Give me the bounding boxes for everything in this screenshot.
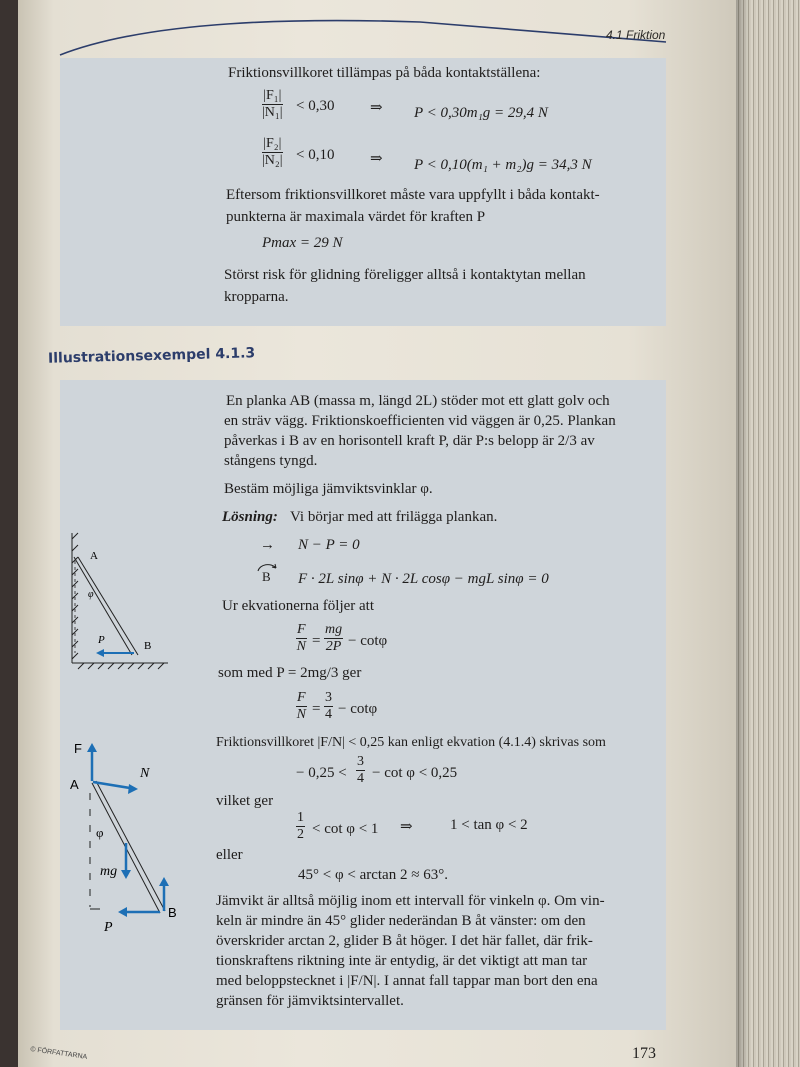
para2-line1: Störst risk för glidning föreligger alltså i kontaktytan mellan bbox=[224, 267, 586, 283]
som-text: som med P = 2mg/3 ger bbox=[218, 665, 362, 681]
task-text: Bestäm möjliga jämviktsvinklar φ. bbox=[224, 481, 433, 497]
solution-label: Lösning: bbox=[222, 509, 278, 525]
label-phi: φ bbox=[96, 825, 104, 840]
f2-equals: = bbox=[312, 701, 321, 717]
weight-mg-arrow bbox=[121, 843, 131, 879]
label-b: B bbox=[144, 640, 152, 652]
conclusion-line1: Jämvikt är alltså möjlig inom ett intervall för vinkeln φ. Om vin- bbox=[216, 893, 605, 909]
wall-hatching bbox=[72, 533, 168, 669]
angle-range: 45° < φ < arctan 2 ≈ 63°. bbox=[298, 867, 448, 883]
problem-line2: en sträv vägg. Friktionskoefficienten vid väggen är 0,25. Plankan bbox=[224, 413, 616, 429]
tan-range: 1 < tan φ < 2 bbox=[450, 817, 528, 833]
para1-line1: Eftersom friktionsvillkoret måste vara uppfyllt i båda kontakt- bbox=[226, 187, 600, 203]
conclusion-line6: gränsen för jämviktsintervallet. bbox=[216, 993, 404, 1009]
equation-b: F · 2L sinφ + N · 2L cosφ − mgL sinφ = 0 bbox=[298, 571, 549, 587]
ur-text: Ur ekvationerna följer att bbox=[222, 598, 375, 614]
eq1-fraction: $\frac{\text{|F₁|}}{\text{|N₁|}}$ bbox=[262, 88, 283, 120]
conclusion-line3: överskrider arctan 2, glider B åt höger. I det här fallet, där frik- bbox=[216, 933, 593, 949]
conclusion-line4: tionskraftens riktning inte är entydig, är det viktigt att man tar bbox=[216, 953, 588, 969]
eller-text: eller bbox=[216, 847, 243, 863]
half-ineq: < cot φ < 1 bbox=[312, 821, 379, 837]
para2-line2: kropparna. bbox=[224, 289, 289, 305]
plank-body bbox=[92, 781, 165, 913]
label-n: N bbox=[140, 766, 150, 781]
vilket-text: vilket ger bbox=[216, 793, 274, 809]
ineq-fraction: $\frac{3}{4}$ bbox=[357, 754, 364, 786]
half-fraction: $\frac{1}{2}$ bbox=[297, 810, 304, 842]
force-p-arrow bbox=[118, 907, 160, 917]
eq1-result: P < 0,30m₁g = 29,4 N bbox=[414, 105, 548, 121]
ineq-right: − cot φ < 0,25 bbox=[372, 765, 458, 781]
problem-line1: En planka AB (massa m, längd 2L) stöder mot ett glatt golv och bbox=[226, 393, 610, 409]
eq2-arrow: ⇒ bbox=[370, 151, 383, 167]
label-p: P bbox=[104, 920, 113, 935]
label-a: A bbox=[70, 777, 79, 792]
eq1-arrow: ⇒ bbox=[370, 100, 383, 116]
equation-a-symbol: → bbox=[260, 537, 275, 553]
problem-line4: stångens tyngd. bbox=[224, 453, 318, 469]
eq1-relation: < 0,30 bbox=[296, 98, 335, 114]
problem-line3: påverkas i B av en horisontell kraft P, där P:s belopp är 2/3 av bbox=[224, 433, 595, 449]
copyright-notice: © FÖRFATTARNA bbox=[29, 1046, 88, 1061]
eq2-fraction: $\frac{\text{|F₂|}}{\text{|N₂|}}$ bbox=[262, 136, 283, 168]
f2-rhs: $\frac{3}{4}$ bbox=[325, 690, 332, 722]
force-p-arrow bbox=[96, 649, 134, 657]
para1-line2: punkterna är maximala värdet för kraften P bbox=[226, 209, 486, 225]
label-p: P bbox=[98, 634, 105, 646]
f1-tail: − cotφ bbox=[348, 633, 388, 649]
label-b: B bbox=[168, 905, 177, 920]
conclusion-line2: keln är mindre än 45° glider nederändan B åt vänster: om den bbox=[216, 913, 586, 929]
eq2-result: P < 0,10(m₁ + m₂)g = 34,3 N bbox=[414, 157, 592, 173]
moment-symbol-b: B bbox=[262, 569, 271, 584]
moment-arrow-icon bbox=[254, 558, 280, 574]
f2-lhs: $\frac{F}{N}$ bbox=[296, 690, 306, 722]
plank bbox=[74, 557, 138, 655]
label-f: F bbox=[74, 741, 82, 756]
label-phi: φ bbox=[88, 589, 94, 600]
equation-a: N − P = 0 bbox=[298, 537, 360, 553]
example-title: Illustrationsexempel 4.1.3 bbox=[47, 345, 256, 367]
force-f-arrow bbox=[87, 743, 97, 781]
free-body-diagram bbox=[60, 735, 200, 940]
implies-arrow: ⇒ bbox=[400, 819, 413, 835]
f1-rhs: $\frac{mg}{2P}$ bbox=[325, 622, 343, 654]
ineq-left: − 0,25 < bbox=[296, 765, 347, 781]
pmax-equation: Pmax = 29 N bbox=[262, 235, 343, 251]
solution-intro: Vi börjar med att frilägga plankan. bbox=[290, 509, 498, 525]
eq2-relation: < 0,10 bbox=[296, 147, 335, 163]
conclusion-line5: med beloppstecknet i |F/N|. I annat fall tappar man bort den ena bbox=[216, 973, 598, 989]
friction-condition: Friktionsvillkoret |F/N| < 0,25 kan enligt ekvation (4.1.4) skrivas som bbox=[216, 735, 606, 750]
label-a: A bbox=[90, 550, 98, 562]
f1-equals: = bbox=[312, 633, 321, 649]
label-mg: mg bbox=[100, 864, 118, 879]
running-header: 4.1 Friktion bbox=[606, 28, 666, 42]
plank-figure bbox=[60, 525, 180, 670]
intro-text: Friktionsvillkoret tillämpas på båda kontaktställena: bbox=[228, 65, 541, 81]
page-number: 173 bbox=[632, 1045, 656, 1062]
f2-tail: − cotφ bbox=[338, 701, 378, 717]
f1-lhs: $\frac{F}{N}$ bbox=[296, 622, 306, 654]
